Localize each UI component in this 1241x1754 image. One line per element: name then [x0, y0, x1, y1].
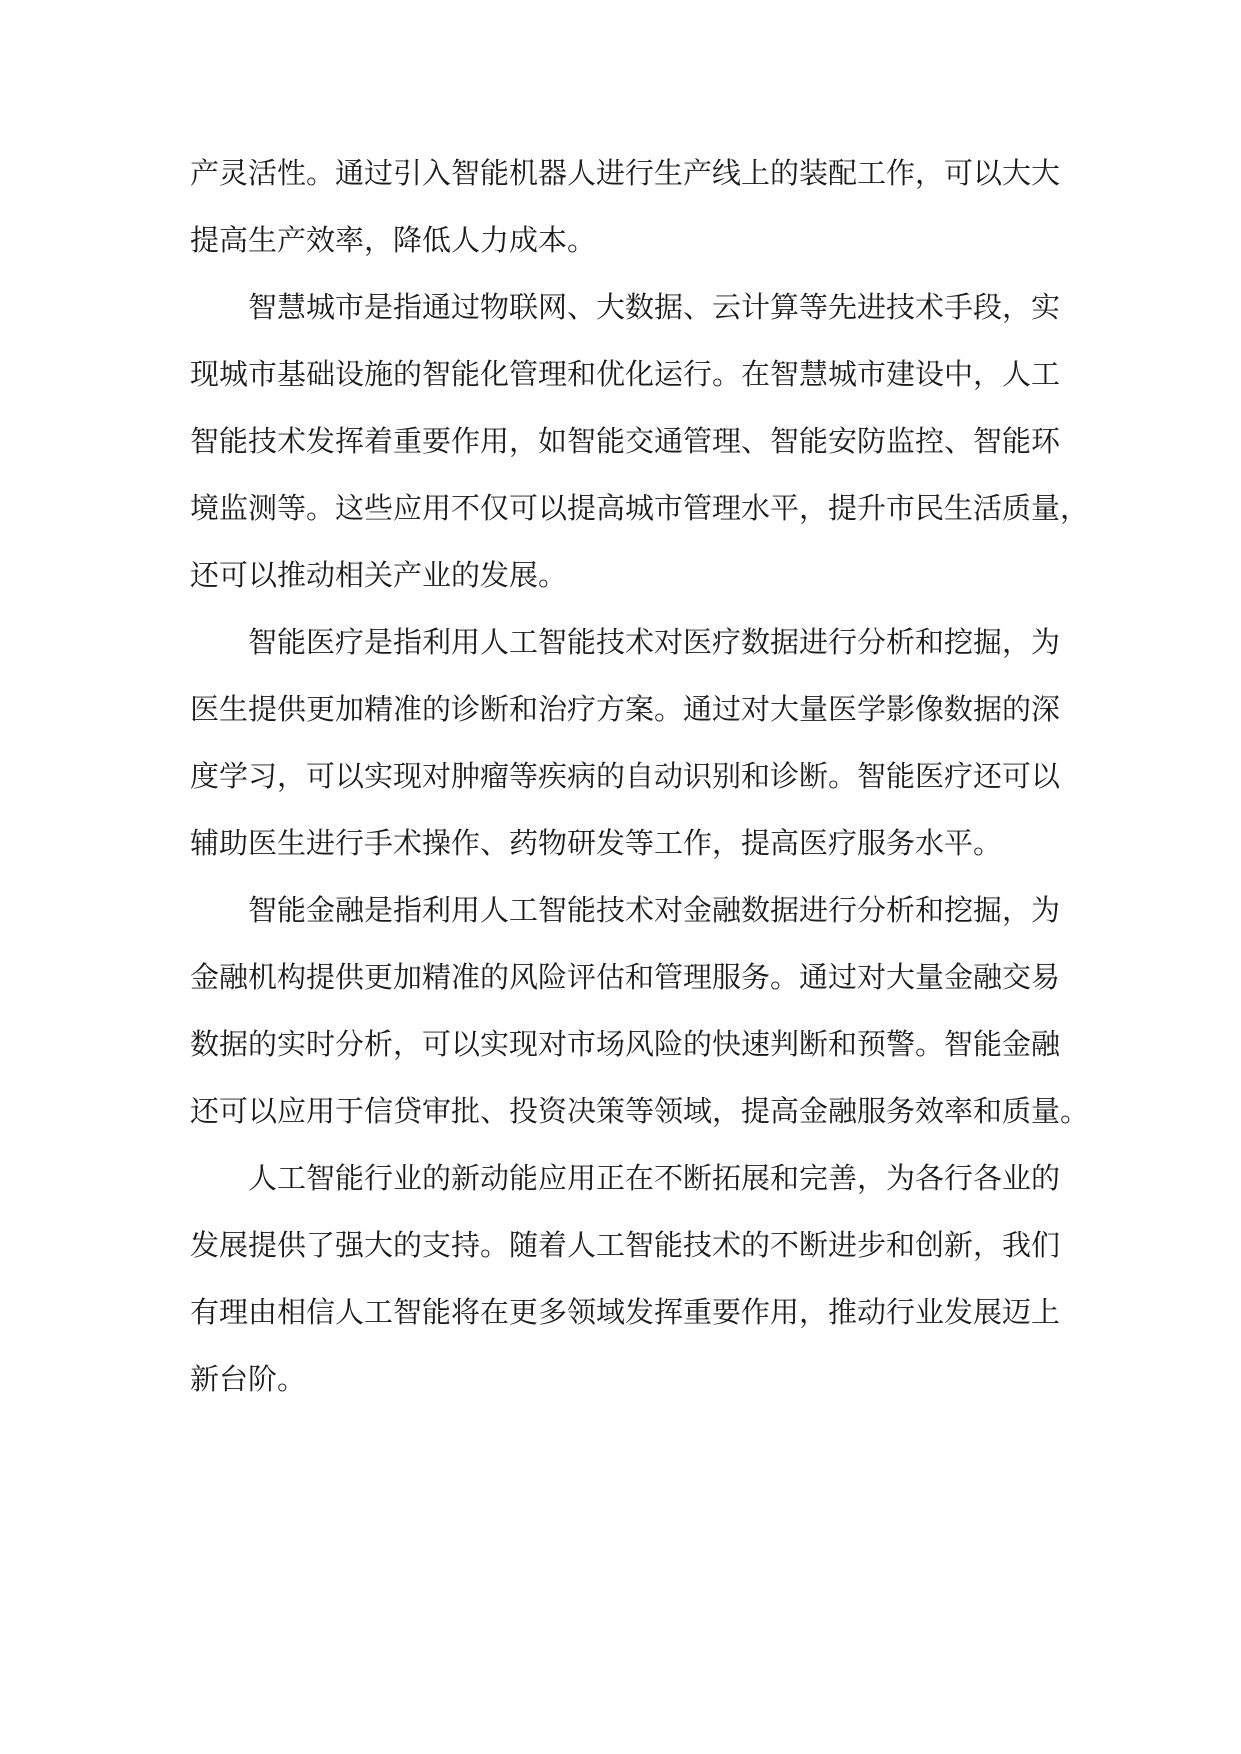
text-line: 还可以应用于信贷审批、投资决策等领域，提高金融服务效率和质量。: [190, 1094, 1090, 1128]
text-line: 数据的实时分析，可以实现对市场风险的快速判断和预警。智能金融: [190, 1027, 1061, 1061]
text-line: 有理由相信人工智能将在更多领域发挥重要作用，推动行业发展迈上: [190, 1295, 1061, 1329]
paragraph-smart-healthcare: [190, 609, 1061, 877]
text-line: 金融机构提供更加精准的风险评估和管理服务。通过对大量金融交易: [190, 960, 1061, 994]
text-line: 智能技术发挥着重要作用，如智能交通管理、智能安防监控、智能环: [190, 424, 1061, 458]
text-line: 产灵活性。通过引入智能机器人进行生产线上的装配工作，可以大大: [190, 156, 1061, 190]
document-body: [190, 140, 1090, 1413]
text-line: 智慧城市是指通过物联网、大数据、云计算等先进技术手段，实: [248, 290, 1061, 324]
paragraph-smart-finance: [190, 877, 1090, 1145]
text-line: 还可以推动相关产业的发展。: [190, 558, 568, 592]
text-line: 智能医疗是指利用人工智能技术对医疗数据进行分析和挖掘，为: [248, 625, 1061, 659]
text-line: 度学习，可以实现对肿瘤等疾病的自动识别和诊断。智能医疗还可以: [190, 759, 1061, 793]
text-line: 医生提供更加精准的诊断和治疗方案。通过对大量医学影像数据的深: [190, 692, 1061, 726]
paragraph-production: [190, 140, 1061, 274]
text-line: 智能金融是指利用人工智能技术对金融数据进行分析和挖掘，为: [248, 893, 1061, 927]
text-line: 提高生产效率，降低人力成本。: [190, 223, 597, 257]
text-line: 现城市基础设施的智能化管理和优化运行。在智慧城市建设中，人工: [190, 357, 1061, 391]
text-line: 境监测等。这些应用不仅可以提高城市管理水平，提升市民生活质量，: [190, 491, 1090, 525]
paragraph-smart-city: [190, 274, 1090, 609]
text-line: 发展提供了强大的支持。随着人工智能技术的不断进步和创新，我们: [190, 1228, 1061, 1262]
text-line: 人工智能行业的新动能应用正在不断拓展和完善，为各行各业的: [248, 1161, 1061, 1195]
text-line: 新台阶。: [190, 1362, 307, 1396]
paragraph-conclusion: [190, 1145, 1061, 1413]
text-line: 辅助医生进行手术操作、药物研发等工作，提高医疗服务水平。: [190, 826, 1003, 860]
